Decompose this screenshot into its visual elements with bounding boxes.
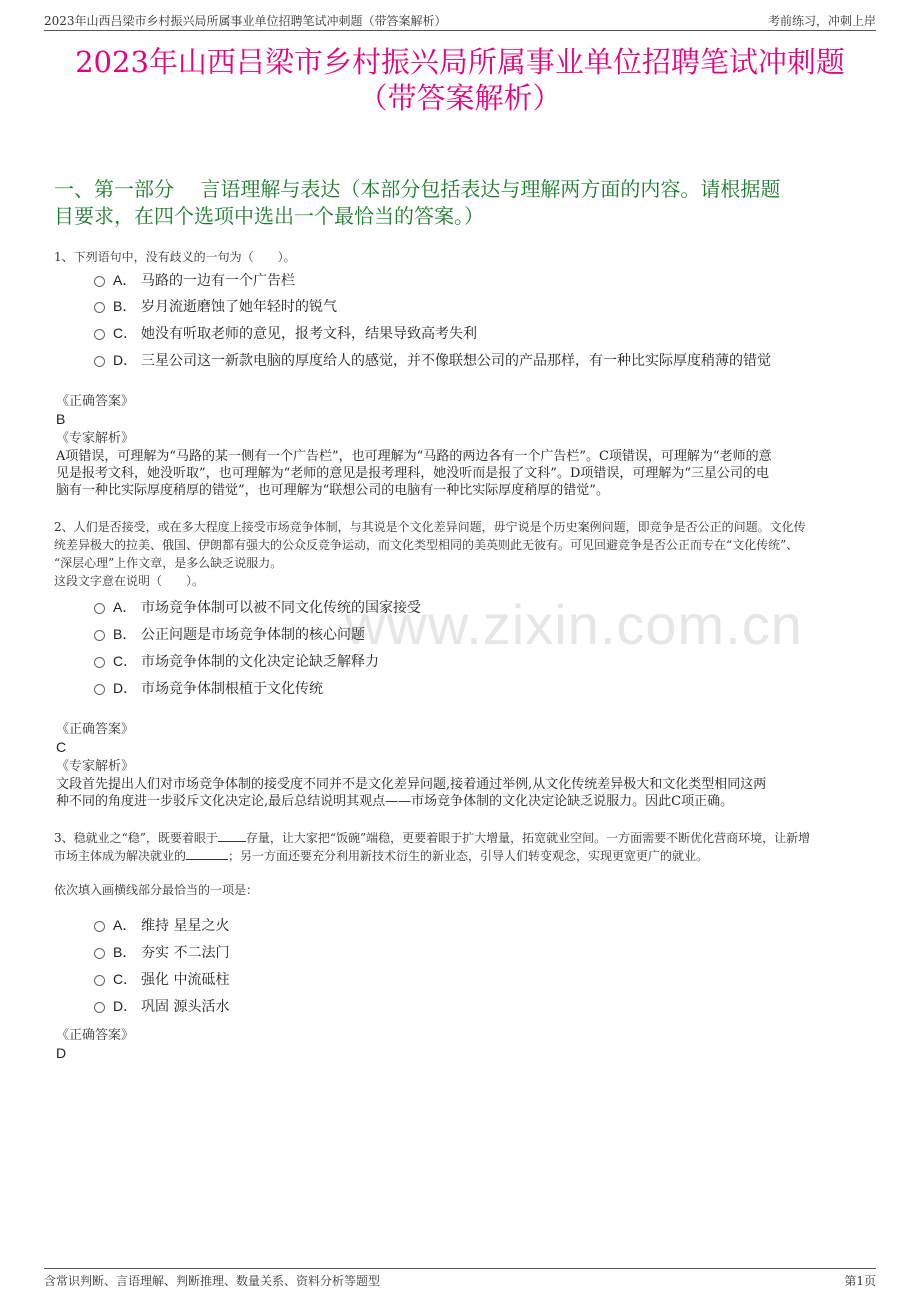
footer-note: 含常识判断、言语理解、判断推理、数量关系、资料分析等题型 — [44, 1274, 381, 1288]
q1-option-b[interactable]: B． 岁月流逝磨蚀了她年轻时的锐气 — [94, 297, 337, 316]
question-3-stem: 3、稳就业之“稳”，既要着眼于 存量，让大家把“饭碗”端稳，更要着眼于扩大增量，拓宽就业空间。一方面需要不断优化营商环境，让新增 市场主体成为解决就业的 ；另一方面还要充分利用新技术衍生的新业态，引导人们转变观念，实现更宽更广的就业。 — [54, 831, 811, 863]
q1-option-d[interactable]: D． 三星公司这一新款电脑的厚度给人的感觉，并不像联想公司的产品那样，有一种比实际厚度稍薄的错觉 — [94, 351, 771, 370]
q1-option-c[interactable]: C． 她没有听取老师的意见，报考文科，结果导致高考失利 — [94, 324, 477, 343]
watermark: www.zixin.com.cn — [345, 593, 803, 656]
q1-option-a[interactable]: A． 马路的一边有一个广告栏 — [94, 271, 295, 290]
document-title — [50, 44, 870, 116]
page-number: 第1页 — [844, 1274, 876, 1288]
radio-icon[interactable] — [94, 276, 105, 287]
section-line-2: 目要求，在四个选项中选出一个最恰当的答案。） — [54, 204, 484, 228]
page-header — [44, 12, 876, 31]
q1-answer-label: 《正确答案》 — [56, 394, 135, 409]
radio-icon[interactable] — [94, 603, 105, 614]
radio-icon[interactable] — [94, 356, 105, 367]
q3-option-a[interactable]: A． 维持 星星之火 — [94, 916, 229, 935]
q2-option-d[interactable]: D． 市场竞争体制根植于文化传统 — [94, 679, 323, 698]
radio-icon[interactable] — [94, 657, 105, 668]
q2-analysis-label: 《专家解析》 — [56, 759, 135, 774]
title-line-1: 2023年山西吕梁市乡村振兴局所属事业单位招聘笔试冲刺题 — [75, 45, 845, 79]
q2-analysis: 文段首先提出人们对市场竞争体制的接受度不同并不是文化差异问题,接着通过举例,从文化传统差异极大和文化类型相同这两 种不同的角度进一步驳斥文化决定论,最后总结说明其观点——市场竞争体制的文化决定论缺乏说服力。因此C项正确。 — [56, 777, 767, 809]
fill-blank-1 — [218, 841, 246, 842]
section-heading — [54, 176, 866, 230]
fill-blank-2 — [186, 859, 228, 860]
page-footer — [44, 1268, 876, 1289]
q3-answer-label: 《正确答案》 — [56, 1028, 135, 1043]
q2-option-c[interactable]: C． 市场竞争体制的文化决定论缺乏解释力 — [94, 652, 379, 671]
title-line-2: （带答案解析） — [358, 81, 562, 115]
q1-analysis: A项错误，可理解为“马路的某一侧有一个广告栏”，也可理解为“马路的两边各有一个广告栏”。C项错误，可理解为“老师的意 见是报考文科，她没听取”，也可理解为“老师的意见是报考理科，她没听而是报了文科”。D项错误，可理解为“三星公司的电 脑有一种比实际厚度稍厚的错觉”，也可理解为“联想公司的电脑有一种比实际厚度稍厚的错觉”。 — [56, 449, 772, 498]
section-line-1: 一、第一部分 言语理解与表达（本部分包括表达与理解两方面的内容。请根据题 — [54, 177, 781, 201]
q2-answer: C — [56, 739, 67, 755]
header-doc-title: 2023年山西吕梁市乡村振兴局所属事业单位招聘笔试冲刺题（带答案解析） — [44, 14, 447, 28]
radio-icon[interactable] — [94, 975, 105, 986]
radio-icon[interactable] — [94, 302, 105, 313]
radio-icon[interactable] — [94, 630, 105, 641]
q2-option-a[interactable]: A． 市场竞争体制可以被不同文化传统的国家接受 — [94, 598, 421, 617]
radio-icon[interactable] — [94, 1002, 105, 1013]
radio-icon[interactable] — [94, 921, 105, 932]
q3-option-b[interactable]: B． 夯实 不二法门 — [94, 943, 229, 962]
radio-icon[interactable] — [94, 948, 105, 959]
q3-prompt: 依次填入画横线部分最恰当的一项是： — [54, 883, 259, 897]
radio-icon[interactable] — [94, 684, 105, 695]
q2-answer-label: 《正确答案》 — [56, 722, 135, 737]
q1-analysis-label: 《专家解析》 — [56, 431, 135, 446]
q1-answer: B — [56, 411, 66, 427]
question-2-stem: 2、人们是否接受，或在多大程度上接受市场竞争体制，与其说是个文化差异问题，毋宁说是个历史案例问题，即竞争是否公正的问题。文化传 统差异极大的拉美、俄国、伊朗都有强大的公众反竞争运动，而文化类型相同的美英则此无彼有。可见回避竞争是否公正而专在“文化传统”、 “深层心理”上作文章，是多么缺乏说服力。 这段文字意在说明（ ）。 — [54, 520, 806, 588]
q2-option-b[interactable]: B． 公正问题是市场竞争体制的核心问题 — [94, 625, 365, 644]
question-1-stem: 1、下列语句中，没有歧义的一句为（ ）。 — [54, 250, 296, 264]
q3-answer: D — [56, 1045, 67, 1061]
radio-icon[interactable] — [94, 329, 105, 340]
q3-option-d[interactable]: D． 巩固 源头活水 — [94, 997, 229, 1016]
header-slogan: 考前练习，冲刺上岸 — [767, 14, 876, 28]
q3-option-c[interactable]: C． 强化 中流砥柱 — [94, 970, 229, 989]
